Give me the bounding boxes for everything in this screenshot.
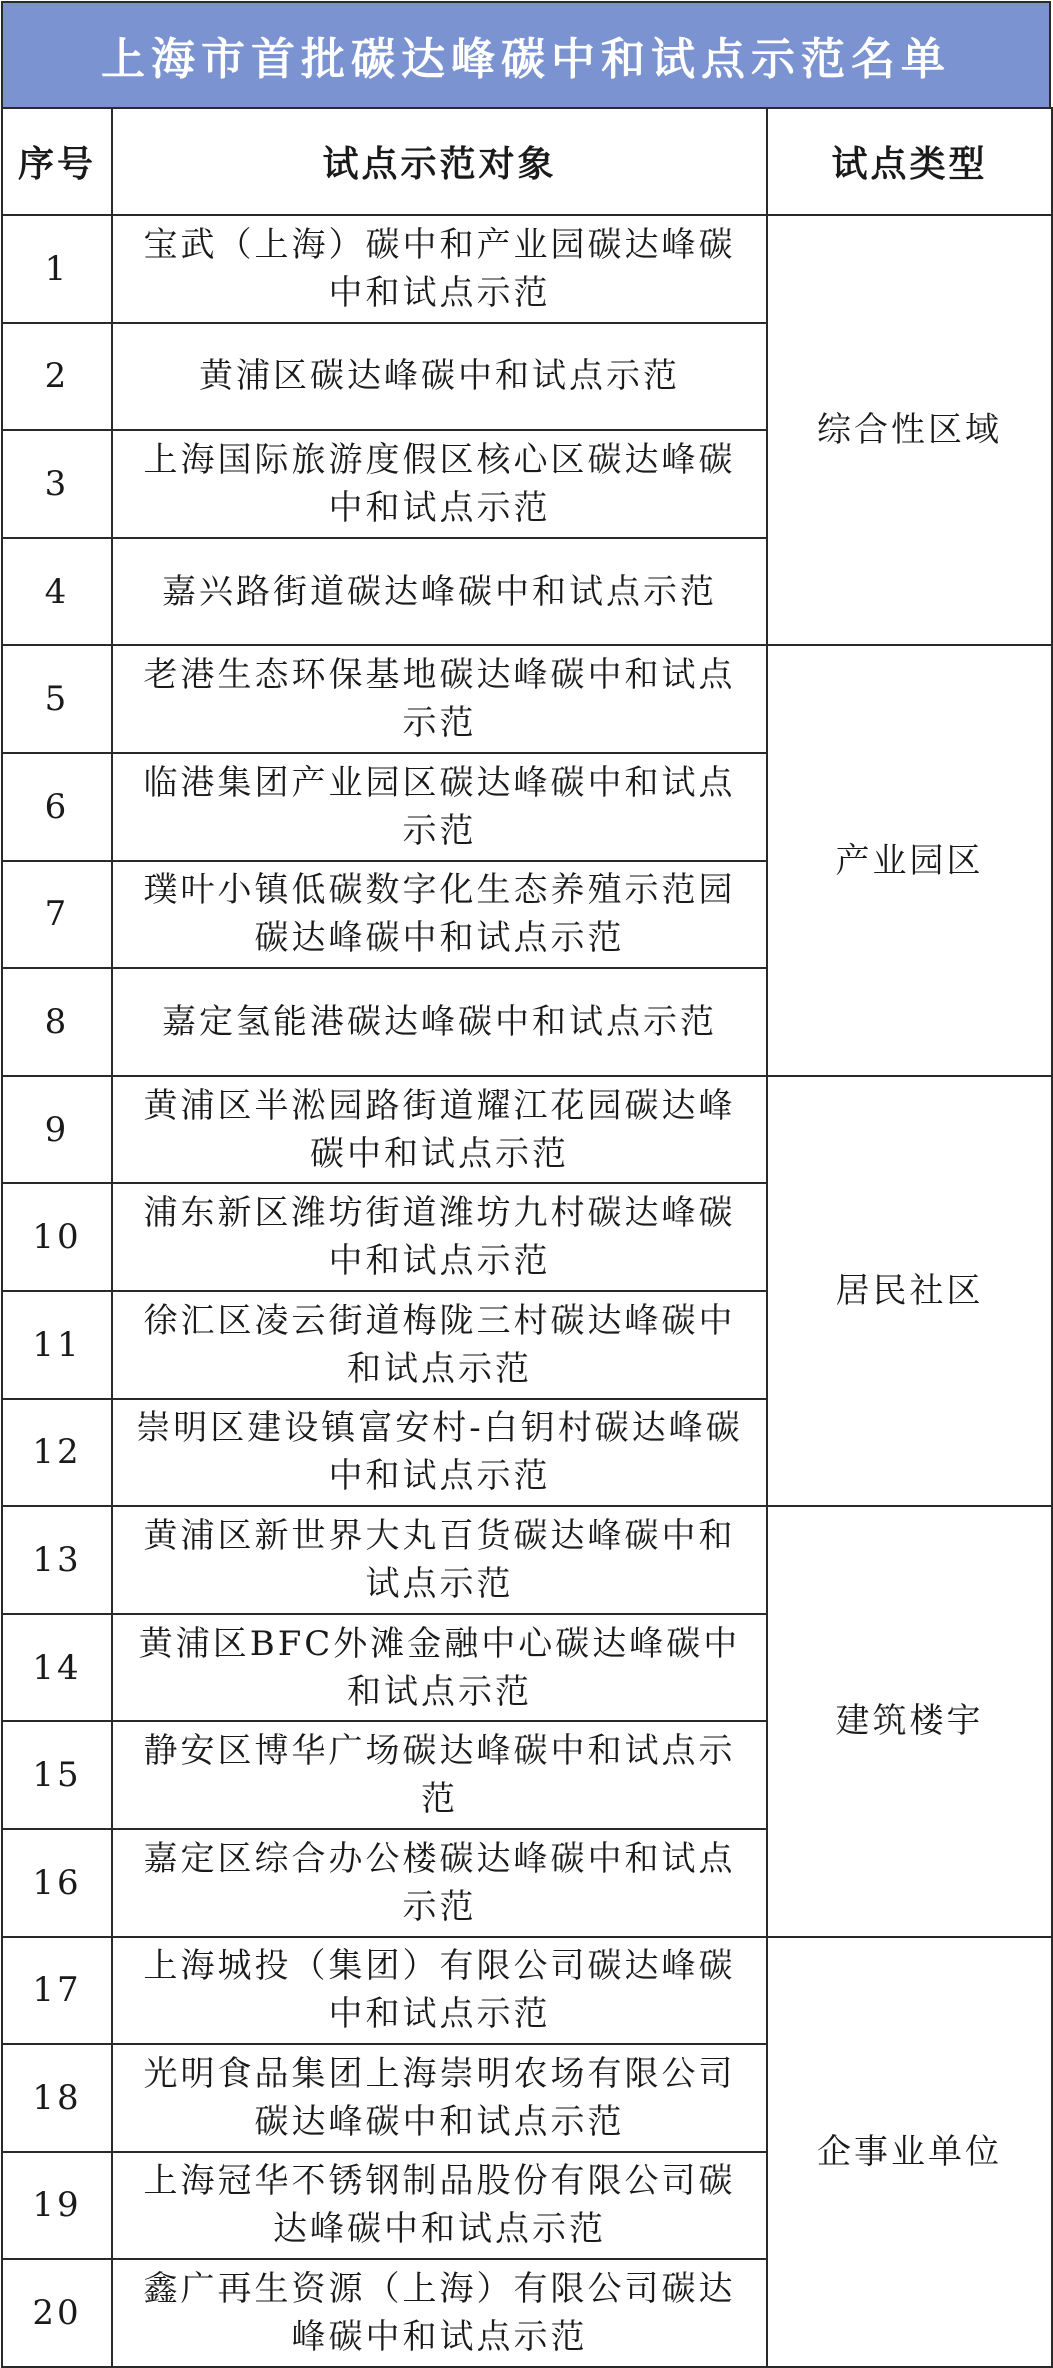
pilot-list-table — [1, 107, 1053, 2368]
row-index: 13 — [2, 1506, 112, 1614]
row-target-name: 嘉兴路街道碳达峰碳中和试点示范 — [112, 538, 767, 646]
table-row — [2, 645, 1052, 753]
group-type-cell: 企事业单位 — [767, 1937, 1052, 2367]
row-target-name: 光明食品集团上海崇明农场有限公司碳达峰碳中和试点示范 — [112, 2044, 767, 2152]
row-index: 12 — [2, 1399, 112, 1507]
row-target-name: 徐汇区凌云街道梅陇三村碳达峰碳中和试点示范 — [112, 1291, 767, 1399]
row-target-name: 黄浦区碳达峰碳中和试点示范 — [112, 323, 767, 431]
row-target-name: 上海冠华不锈钢制品股份有限公司碳达峰碳中和试点示范 — [112, 2152, 767, 2260]
row-target-name: 老港生态环保基地碳达峰碳中和试点示范 — [112, 645, 767, 753]
row-index: 6 — [2, 753, 112, 861]
table-title: 上海市首批碳达峰碳中和试点示范名单 — [1, 1, 1051, 107]
row-target-name: 宝武（上海）碳中和产业园碳达峰碳中和试点示范 — [112, 215, 767, 323]
group-type-cell: 产业园区 — [767, 645, 1052, 1075]
table-row — [2, 1937, 1052, 2045]
row-target-name: 上海城投（集团）有限公司碳达峰碳中和试点示范 — [112, 1937, 767, 2045]
group-type-cell: 建筑楼宇 — [767, 1506, 1052, 1936]
row-index: 18 — [2, 2044, 112, 2152]
row-index: 9 — [2, 1076, 112, 1184]
row-target-name: 临港集团产业园区碳达峰碳中和试点示范 — [112, 753, 767, 861]
header-index: 序号 — [2, 108, 112, 215]
row-index: 15 — [2, 1721, 112, 1829]
table-body — [2, 215, 1052, 2367]
group-type-cell: 综合性区域 — [767, 215, 1052, 645]
row-index: 7 — [2, 861, 112, 969]
header-type: 试点类型 — [767, 108, 1052, 215]
row-index: 4 — [2, 538, 112, 646]
row-target-name: 黄浦区BFC外滩金融中心碳达峰碳中和试点示范 — [112, 1614, 767, 1722]
row-index: 10 — [2, 1183, 112, 1291]
row-index: 16 — [2, 1829, 112, 1937]
row-index: 1 — [2, 215, 112, 323]
table-row — [2, 1506, 1052, 1614]
table-row — [2, 215, 1052, 323]
row-index: 19 — [2, 2152, 112, 2260]
row-index: 3 — [2, 430, 112, 538]
table-row — [2, 1076, 1052, 1184]
row-target-name: 上海国际旅游度假区核心区碳达峰碳中和试点示范 — [112, 430, 767, 538]
header-row — [2, 108, 1052, 215]
row-target-name: 浦东新区潍坊街道潍坊九村碳达峰碳中和试点示范 — [112, 1183, 767, 1291]
row-index: 5 — [2, 645, 112, 753]
row-target-name: 鑫广再生资源（上海）有限公司碳达峰碳中和试点示范 — [112, 2259, 767, 2367]
row-index: 14 — [2, 1614, 112, 1722]
row-index: 20 — [2, 2259, 112, 2367]
row-target-name: 璞叶小镇低碳数字化生态养殖示范园碳达峰碳中和试点示范 — [112, 861, 767, 969]
row-target-name: 黄浦区新世界大丸百货碳达峰碳中和试点示范 — [112, 1506, 767, 1614]
row-index: 8 — [2, 968, 112, 1076]
row-target-name: 嘉定氢能港碳达峰碳中和试点示范 — [112, 968, 767, 1076]
header-target: 试点示范对象 — [112, 108, 767, 215]
document-sheet — [1, 1, 1052, 2363]
row-target-name: 黄浦区半淞园路街道耀江花园碳达峰碳中和试点示范 — [112, 1076, 767, 1184]
group-type-cell: 居民社区 — [767, 1076, 1052, 1506]
row-index: 11 — [2, 1291, 112, 1399]
row-target-name: 静安区博华广场碳达峰碳中和试点示范 — [112, 1721, 767, 1829]
row-target-name: 嘉定区综合办公楼碳达峰碳中和试点示范 — [112, 1829, 767, 1937]
row-index: 2 — [2, 323, 112, 431]
row-target-name: 崇明区建设镇富安村-白钥村碳达峰碳中和试点示范 — [112, 1399, 767, 1507]
row-index: 17 — [2, 1937, 112, 2045]
